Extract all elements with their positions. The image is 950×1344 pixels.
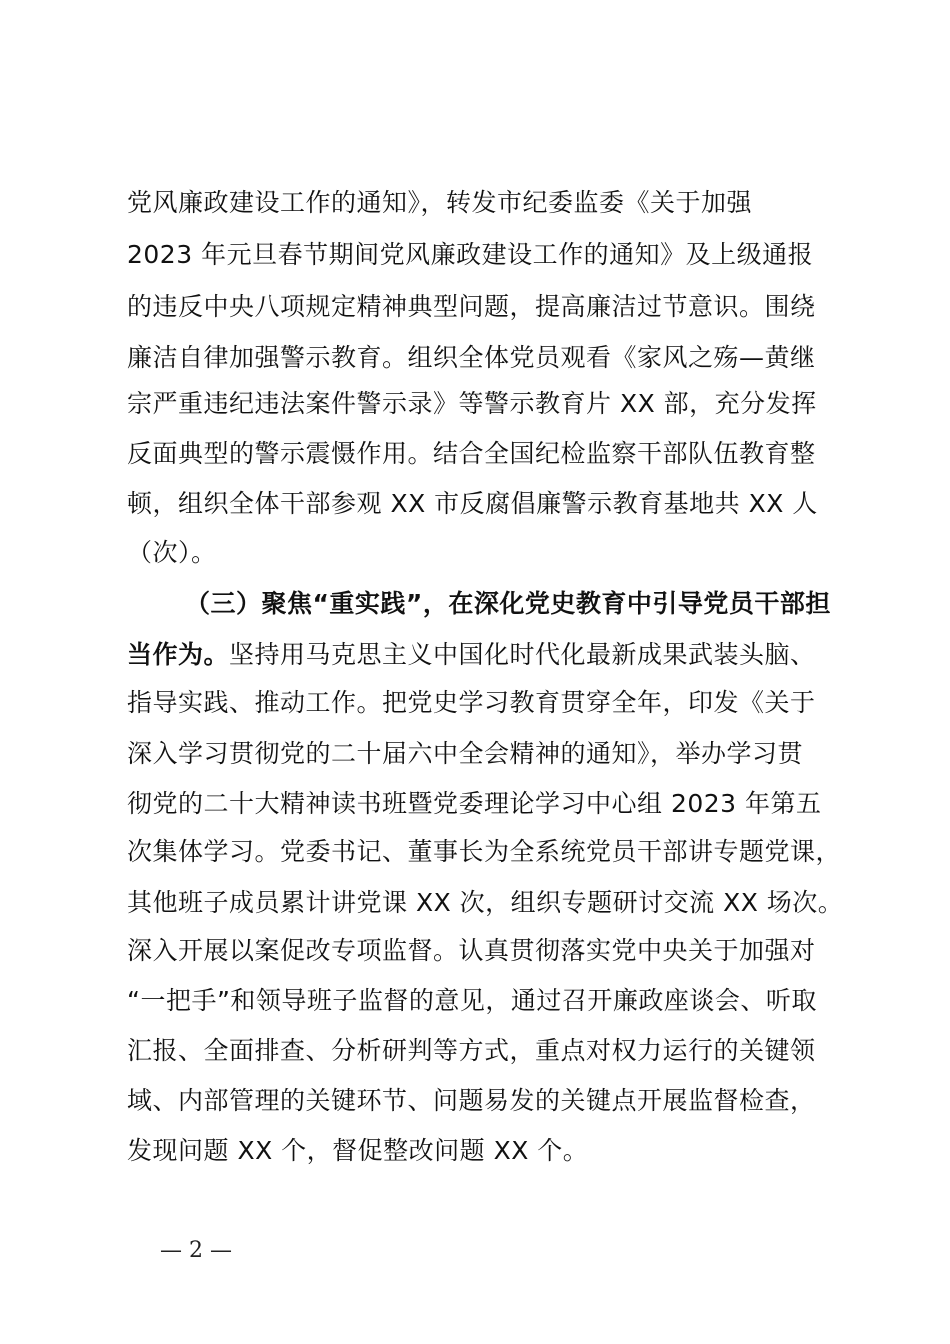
body-line: 2023 年元旦春节期间党风廉政建设工作的通知》及上级通报 <box>127 240 814 269</box>
section-heading-end: 当作为。 <box>127 640 230 669</box>
body-line: 深入开展以案促改专项监督。认真贯彻落实党中央关于加强对 <box>127 936 816 965</box>
body-line: 指导实践、推动工作。把党史学习教育贯穿全年，印发《关于 <box>127 688 816 717</box>
body-line: 彻党的二十大精神读书班暨党委理论学习中心组 2023 年第五 <box>127 789 822 818</box>
body-line: 汇报、全面排查、分析研判等方式，重点对权力运行的关键领 <box>127 1036 816 1065</box>
body-line: 廉洁自律加强警示教育。组织全体党员观看《家风之殇—黄继 <box>127 343 816 372</box>
section-heading: （三）聚焦“重实践”，在深化党史教育中引导党员干部担 <box>185 589 831 618</box>
body-line: 党风廉政建设工作的通知》，转发市纪委监委《关于加强 <box>127 188 753 217</box>
body-line: 域、内部管理的关键环节、问题易发的关键点开展监督检查， <box>127 1086 816 1115</box>
body-text: 坚持用马克思主义中国化时代化最新成果武装头脑、 <box>229 640 816 669</box>
body-line: 的违反中央八项规定精神典型问题，提高廉洁过节意识。围绕 <box>127 292 816 321</box>
body-line: 其他班子成员累计讲党课 XX 次，组织专题研讨交流 XX 场次。 <box>127 888 844 917</box>
body-line: 反面典型的警示震慑作用。结合全国纪检监察干部队伍教育整 <box>127 439 816 468</box>
body-line: 次集体学习。党委书记、董事长为全系统党员干部讲专题党课， <box>127 837 842 866</box>
body-line: 深入学习贯彻党的二十届六中全会精神的通知》，举办学习贯 <box>127 739 804 768</box>
page-number: — 2 — <box>160 1238 232 1263</box>
body-line: 发现问题 XX 个，督促整改问题 XX 个。 <box>127 1136 589 1165</box>
body-line: 顿，组织全体干部参观 XX 市反腐倡廉警示教育基地共 XX 人 <box>127 489 818 518</box>
body-line: “一把手”和领导班子监督的意见，通过召开廉政座谈会、听取 <box>127 986 817 1015</box>
heading-continuation-line <box>127 638 816 672</box>
body-line: （次）。 <box>127 538 217 567</box>
body-line: 宗严重违纪违法案件警示录》等警示教育片 XX 部，充分发挥 <box>127 389 817 418</box>
